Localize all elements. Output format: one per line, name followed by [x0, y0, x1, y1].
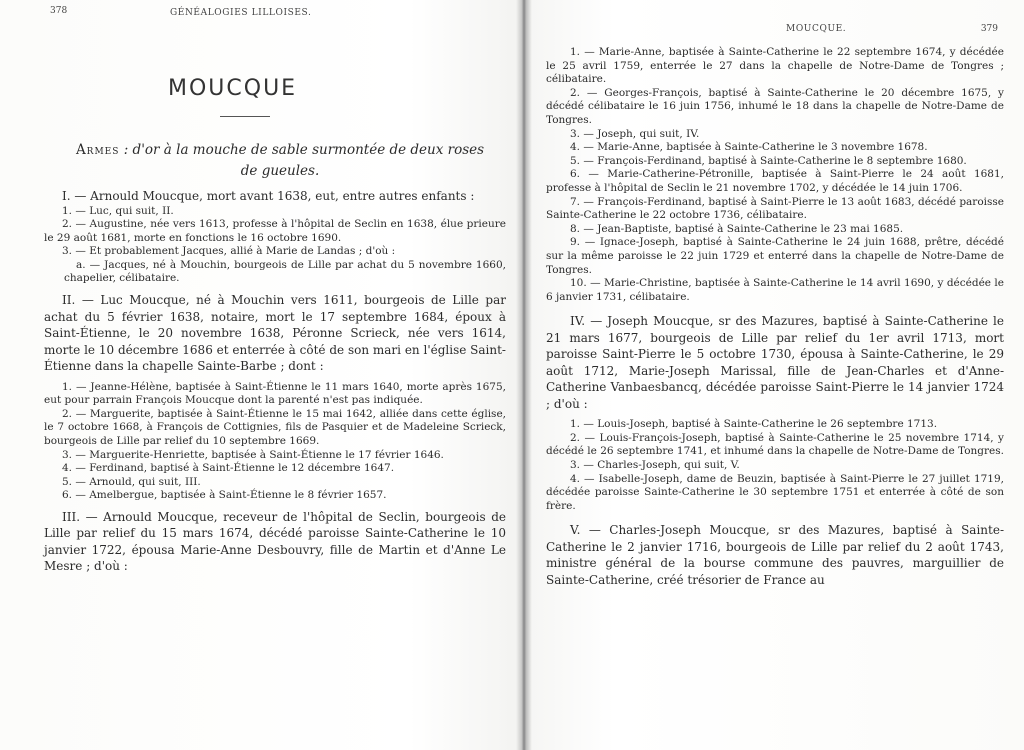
right-page — [546, 0, 1004, 750]
child-entry: 2. — Louis-François-Joseph, baptisé à Sainte-Catherine le 25 novembre 1714, y décédé le 26 septembre 1741, et inhumé dans la chapelle de Notre-Dame de Tongres. — [546, 431, 1004, 458]
child-entry: 4. — Ferdinand, baptisé à Saint-Étienne le 12 décembre 1647. — [62, 462, 395, 475]
book-gutter — [516, 0, 532, 750]
grandchild-entry: a. — Jacques, né à Mouchin, bourgeois de Lille par achat du 5 novembre 1660, chapelier, célibataire. — [64, 258, 506, 285]
generation-heading: V. — Charles-Joseph Moucque, sr des Mazures, baptisé à Sainte-Catherine le 2 janvier 1716, bourgeois de Lille par relief du 2 août 1743, ministre général de la bourse commune des pauvres, marguillier de Sainte-Catherine, créé trésorier de France au — [546, 523, 1004, 587]
child-entry: 3. — Marguerite-Henriette, baptisée à Saint-Étienne le 17 février 1646. — [62, 448, 444, 461]
generation-heading: II. — Luc Moucque, né à Mouchin vers 1611, bourgeois de Lille par achat du 5 février 1638, notaire, mort le 17 septembre 1684, époux à Saint-Étienne, le 20 novembre 1638, Péronne Scrieck, née vers 1614, morte le 10 décembre 1686 et enterrée à côté de son mari en l'église Saint-Étienne dans la chapelle Sainte-Barbe ; dont : — [44, 293, 506, 374]
child-entry: 10. — Marie-Christine, baptisée à Sainte-Catherine le 14 avril 1690, y décédée le 6 janvier 1731, célibataire. — [546, 277, 1004, 303]
right-page-body — [546, 46, 1004, 588]
armes-label: Armes — [75, 142, 120, 158]
child-entry: 9. — Ignace-Joseph, baptisé à Sainte-Catherine le 24 juin 1688, prêtre, décédé sur la même paroisse le 22 juin 1729 et enterré dans la chapelle de Notre-Dame de Tongres. — [546, 236, 1004, 276]
coat-of-arms-description — [70, 140, 490, 182]
child-entry: 8. — Jean-Baptiste, baptisé à Sainte-Catherine le 23 mai 1685. — [570, 222, 904, 235]
child-entry: 2. — Marguerite, baptisée à Saint-Étienne le 15 mai 1642, alliée dans cette église, le 7 octobre 1668, à François de Cottignies, fils de Pasquier et de Madeleine Scrieck, bourgeois de Lille par relief du 10 septembre 1669. — [44, 407, 506, 447]
family-title: MOUCQUE — [168, 76, 298, 101]
left-page — [30, 0, 510, 750]
left-page-body — [44, 188, 506, 575]
child-entry: 1. — Jeanne-Hélène, baptisée à Saint-Étienne le 11 mars 1640, morte après 1675, eut pour parrain François Moucque dont la parenté n'est pas indiquée. — [44, 380, 506, 407]
child-entry: 3. — Joseph, qui suit, IV. — [570, 127, 700, 140]
generation-heading: III. — Arnould Moucque, receveur de l'hôpital de Seclin, bourgeois de Lille par relief du 15 mars 1674, décédé paroisse Sainte-Catherine le 10 janvier 1722, épousa Marie-Anne Desbouvry, fille de Martin et d'Anne Le Mesre ; d'où : — [44, 509, 506, 574]
generation-heading: I. — Arnould Moucque, mort avant 1638, eut, entre autres enfants : — [62, 189, 475, 203]
child-entry: 2. — Georges-François, baptisé à Sainte-Catherine le 20 décembre 1675, y décédé célibataire le 16 juin 1756, inhumé le 18 dans la chapelle de Notre-Dame de Tongres. — [546, 86, 1004, 126]
child-entry: 6. — Amelbergue, baptisée à Saint-Étienne le 8 février 1657. — [62, 489, 387, 502]
running-head: MOUCQUE. — [786, 24, 847, 34]
child-entry: 5. — Arnould, qui suit, III. — [62, 475, 201, 488]
child-entry: 4. — Marie-Anne, baptisée à Sainte-Catherine le 3 novembre 1678. — [570, 141, 928, 154]
armes-blazon: : d'or à la mouche de sable surmontée de deux roses de gueules. — [123, 142, 485, 179]
child-entry: 1. — Marie-Anne, baptisée à Sainte-Catherine le 22 septembre 1674, y décédée le 25 avril 1759, enterrée le 27 dans la chapelle de Notre-Dame de Tongres ; célibataire. — [546, 46, 1004, 86]
generation-heading: IV. — Joseph Moucque, sr des Mazures, baptisé à Sainte-Catherine le 21 mars 1677, bourgeois de Lille par relief du 1er avril 1713, mort paroisse Saint-Pierre le 5 octobre 1730, épousa à Sainte-Catherine, le 29 août 1712, Marie-Joseph Marissal, fille de Jean-Charles et d'Anne-Catherine Vanbaesbancq, décédée paroisse Saint-Pierre le 14 janvier 1724 ; d'où : — [546, 314, 1004, 411]
child-entry: 5. — François-Ferdinand, baptisé à Sainte-Catherine le 8 septembre 1680. — [570, 154, 967, 167]
child-entry: 3. — Et probablement Jacques, allié à Marie de Landas ; d'où : — [62, 245, 396, 258]
child-entry: 6. — Marie-Catherine-Pétronille, baptisée à Saint-Pierre le 24 août 1681, professe à l'hôpital de Seclin le 21 novembre 1702, y décédée le 14 juin 1706. — [546, 168, 1004, 194]
child-entry: 4. — Isabelle-Joseph, dame de Beuzin, baptisée à Saint-Pierre le 27 juillet 1719, décédée paroisse Sainte-Catherine le 30 septembre 1751 et enterrée à côté de son frère. — [546, 472, 1004, 512]
child-entry: 3. — Charles-Joseph, qui suit, V. — [570, 459, 740, 472]
page-number: 379 — [980, 24, 998, 34]
child-entry: 1. — Louis-Joseph, baptisé à Sainte-Catherine le 26 septembre 1713. — [570, 418, 938, 431]
running-head: GÉNÉALOGIES LILLOISES. — [170, 8, 312, 18]
child-entry: 1. — Luc, qui suit, II. — [62, 204, 174, 217]
title-rule — [220, 116, 270, 117]
page-number: 378 — [50, 6, 68, 16]
child-entry: 7. — François-Ferdinand, baptisé à Saint-Pierre le 13 août 1683, décédé paroisse Sainte-Catherine le 22 octobre 1736, célibataire. — [546, 195, 1004, 222]
child-entry: 2. — Augustine, née vers 1613, professe à l'hôpital de Seclin en 1638, élue prieure le 29 août 1681, morte en fonctions le 16 octobre 1690. — [44, 218, 506, 244]
